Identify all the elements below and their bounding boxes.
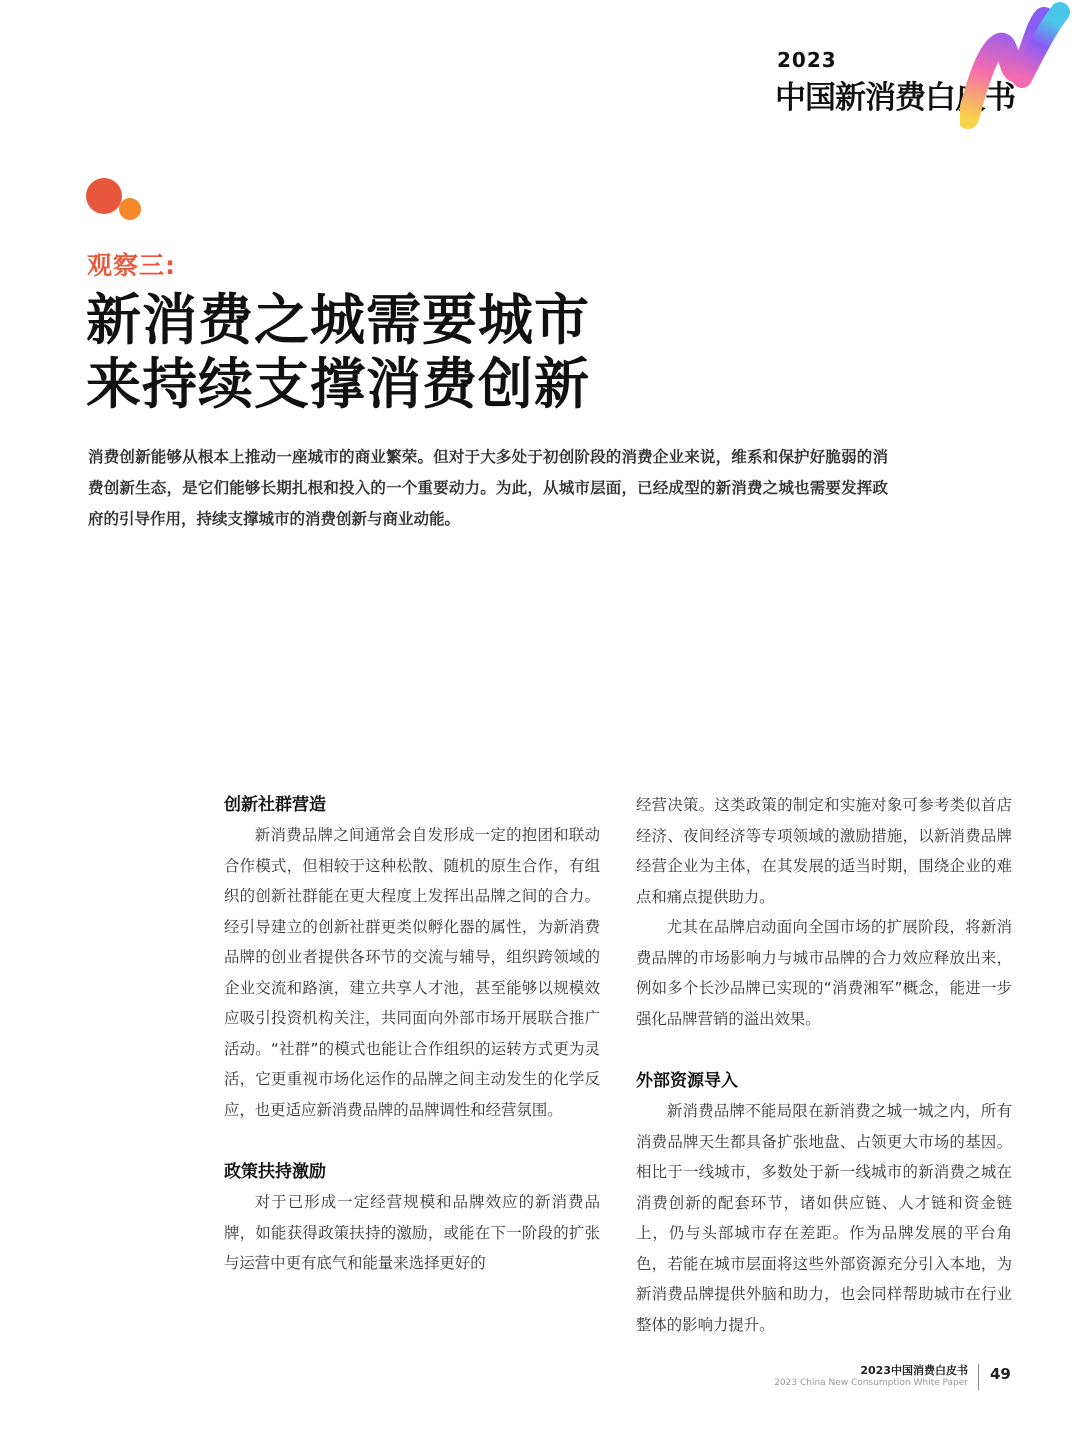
- right-column: [636, 790, 1012, 1340]
- header-year: 2023: [777, 48, 837, 72]
- paragraph-brand-expansion: 尤其在品牌启动面向全国市场的扩展阶段，将新消费品牌的市场影响力与城市品牌的合力效应释放出来，例如多个长沙品牌已实现的“消费湘军”概念，能进一步强化品牌营销的溢出效果。: [636, 918, 1012, 1028]
- intro-paragraph: 消费创新能够从根本上推动一座城市的商业繁荣。但对于大多处于初创阶段的消费企业来说，维系和保护好脆弱的消费创新生态，是它们能够长期扎根和投入的一个重要动力。为此，从城市层面，已经成型的新消费之城也需要发挥政府的引导作用，持续支撑城市的消费创新与商业动能。: [88, 448, 888, 528]
- header-title: 中国新消费白皮书: [775, 80, 1015, 116]
- section-heading-policy: 政策扶持激励: [224, 1162, 326, 1182]
- paragraph-policy: 对于已形成一定经营规模和品牌效应的新消费品牌，如能获得政策扶持的激励，或能在下一阶段的扩张与运营中更有底气和能量来选择更好的: [224, 1193, 600, 1272]
- title-line-1: 新消费之城需要城市: [86, 288, 591, 352]
- section-heading-community: 创新社群营造: [224, 795, 326, 815]
- footer-title-zh: 2023中国消费白皮书: [860, 1364, 968, 1377]
- paragraph-external-resources: 新消费品牌不能局限在新消费之城一城之内，所有消费品牌天生都具备扩张地盘、占领更大市场的基因。相比于一线城市，多数处于新一线城市的新消费之城在消费创新的配套环节，诸如供应链、人才链和资金链上，仍与头部城市存在差距。作为品牌发展的平台角色，若能在城市层面将这些外部资源充分引入本地，为新消费品牌提供外脑和助力，也会同样帮助城市在行业整体的影响力提升。: [636, 1102, 1012, 1334]
- page-title: [86, 288, 590, 416]
- footer-title-en: 2023 China New Consumption White Paper: [774, 1378, 968, 1388]
- section-heading-external-resources: 外部资源导入: [636, 1071, 738, 1091]
- observation-label: 观察三:: [87, 251, 176, 280]
- brand-ribbon-logo: [960, 0, 1080, 140]
- decorative-dots-icon: [84, 176, 148, 226]
- paragraph-community: 新消费品牌之间通常会自发形成一定的抱团和联动合作模式，但相较于这种松散、随机的原生合作，有组织的创新社群能在更大程度上发挥出品牌之间的合力。经引导建立的创新社群更类似孵化器的属性，为新消费品牌的创业者提供各环节的交流与辅导，组织跨领域的企业交流和路演，建立共享人才池，甚至能够以规模效应吸引投资机构关注，共同面向外部市场开展联合推广活动。“社群”的模式也能让合作组织的运转方式更为灵活，它更重视市场化运作的品牌之间主动发生的化学反应，也更适应新消费品牌的品牌调性和经营氛围。: [224, 826, 600, 1119]
- title-line-2: 来持续支撑消费创新: [86, 352, 591, 416]
- page-number: 49: [990, 1365, 1011, 1383]
- left-column: [224, 790, 600, 1279]
- paragraph-policy-continued: 经营决策。这类政策的制定和实施对象可参考类似首店经济、夜间经济等专项领域的激励措施，以新消费品牌经营企业为主体，在其发展的适当时期，围绕企业的难点和痛点提供助力。: [636, 796, 1012, 906]
- footer-divider: [978, 1364, 979, 1390]
